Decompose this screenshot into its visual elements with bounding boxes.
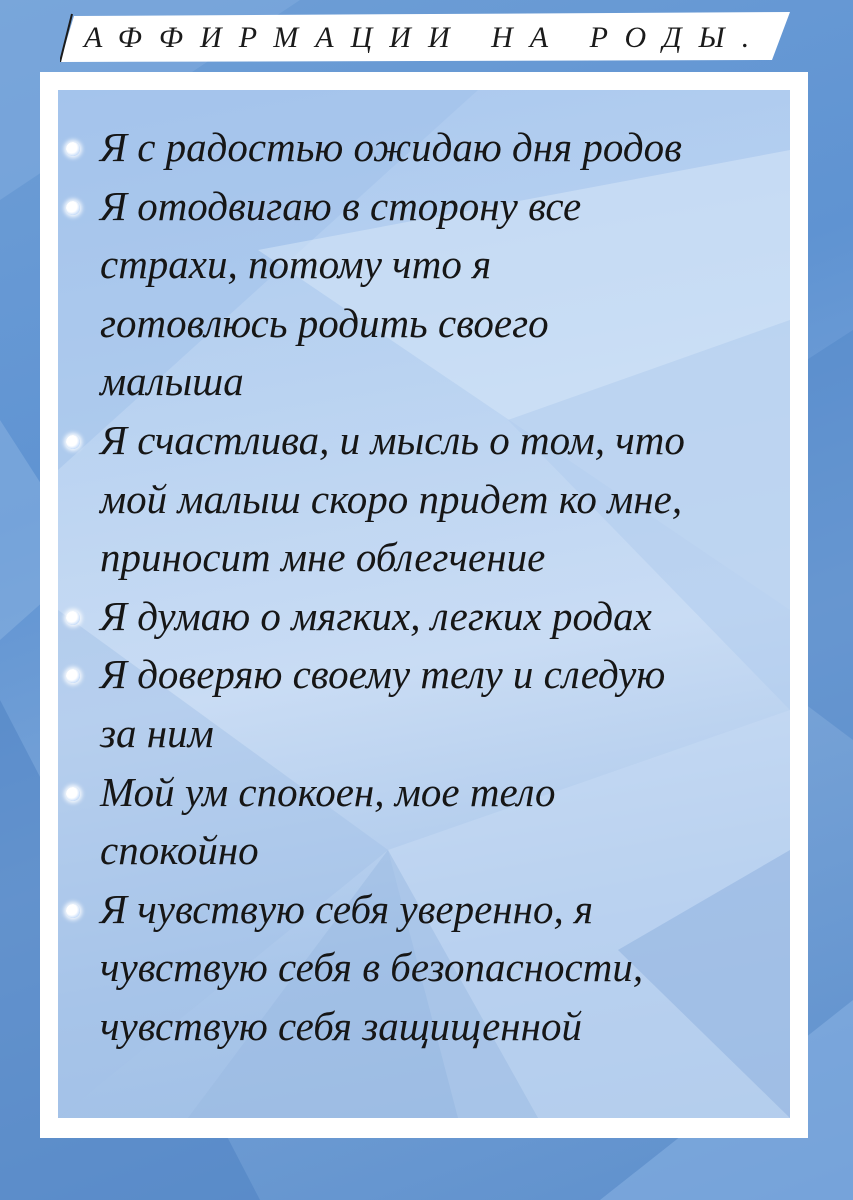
affirmation-line: Я счастлива, и мысль о том, что [100,416,685,463]
affirmation-line: приносит мне облегчение [100,534,546,581]
affirmation-line: Я доверяю своему телу и следую [100,651,666,698]
affirmation-item [58,118,798,177]
affirmation-line: спокойно [100,827,259,874]
affirmation-line: страхи, потому что я [100,241,492,288]
bullet-dot-icon [66,787,80,801]
affirmation-line: чувствую себя защищенной [100,1002,582,1049]
affirmation-line: Я отодвигаю в сторону все [100,182,582,229]
affirmation-item [58,587,798,646]
bullet-dot-icon [66,435,80,449]
bullet-dot-icon [66,669,80,683]
bullet-dot-icon [66,201,80,215]
affirmation-line: малыша [100,358,244,405]
affirmation-line: чувствую себя в безопасности, [100,944,644,991]
affirmation-line: Я с радостью ожидаю дня родов [100,124,682,170]
page-title: АФФИРМАЦИИ НА РОДЫ. [84,21,767,54]
affirmation-line: готовлюсь родить своего [100,299,549,346]
affirmation-item [58,880,798,1056]
affirmation-item [58,645,798,762]
affirmation-line: мой малыш скоро придет ко мне, [100,475,683,522]
affirmation-line: Мой ум спокоен, мое тело [100,768,556,815]
title-banner [60,12,790,62]
bullet-dot-icon [66,904,80,918]
affirmation-list [58,118,798,1056]
bullet-dot-icon [66,142,80,156]
affirmation-line: Я чувствую себя уверенно, я [100,885,594,932]
affirmation-line: за ним [100,709,214,756]
affirmation-item [58,177,798,411]
affirmation-line: Я думаю о мягких, легких родах [100,592,652,639]
bullet-dot-icon [66,611,80,625]
affirmation-item [58,411,798,587]
affirmation-item [58,763,798,880]
